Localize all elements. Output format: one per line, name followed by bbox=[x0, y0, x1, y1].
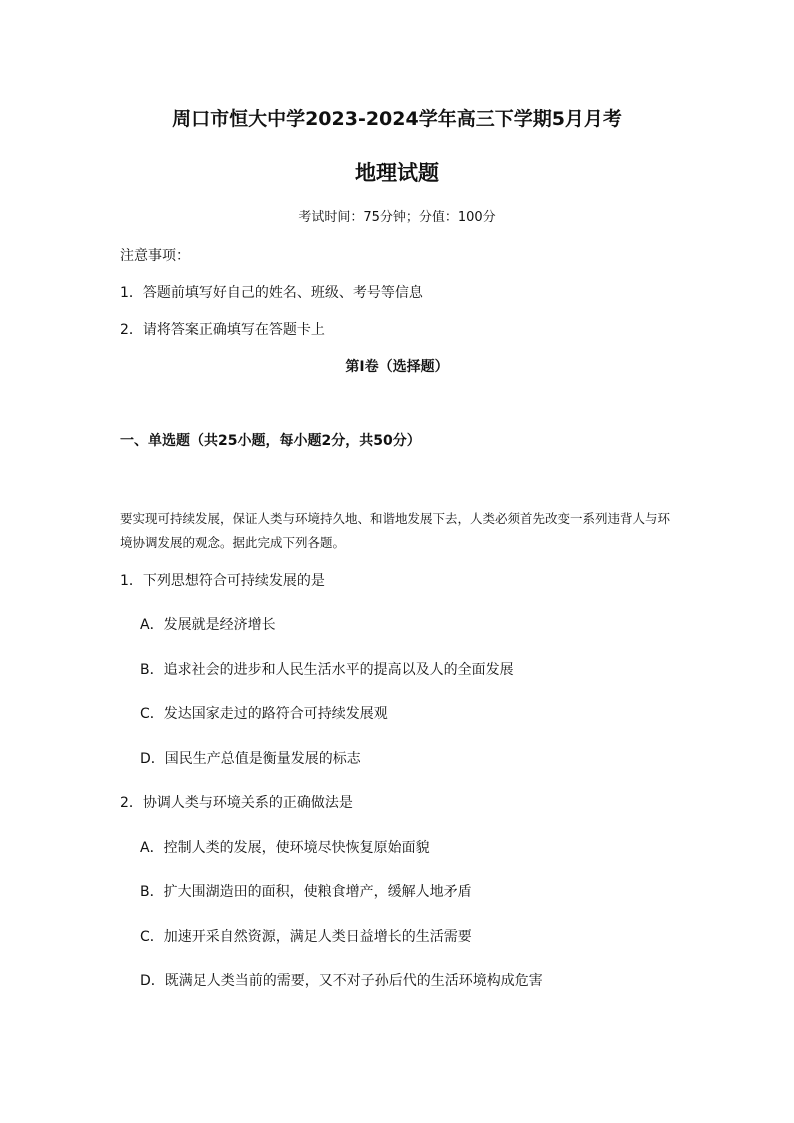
answer-option: C．发达国家走过的路符合可持续发展观 bbox=[140, 706, 388, 722]
reading-passage: 要实现可持续发展，保证人类与环境持久地、和谐地发展下去，人类必须首先改变一系列违背人与环境协调发展的观念。据此完成下列各题。 bbox=[120, 511, 671, 550]
answer-option: B．追求社会的进步和人民生活水平的提高以及人的全面发展 bbox=[140, 662, 514, 678]
notes-item: 1．答题前填写好自己的姓名、班级、考号等信息 bbox=[120, 285, 423, 301]
question-stem: 2．协调人类与环境关系的正确做法是 bbox=[120, 795, 353, 811]
exam-school-title: 周口市恒大中学2023-2024学年高三下学期5月月考 bbox=[172, 108, 622, 130]
question-stem: 1．下列思想符合可持续发展的是 bbox=[120, 573, 325, 589]
exam-subject-title: 地理试题 bbox=[355, 161, 439, 185]
section-heading: 一、单选题（共25小题，每小题2分，共50分） bbox=[120, 433, 421, 449]
notes-heading: 注意事项： bbox=[120, 248, 190, 264]
answer-option: C．加速开采自然资源，满足人类日益增长的生活需要 bbox=[140, 929, 472, 945]
volume-title: 第I卷（选择题） bbox=[345, 359, 449, 375]
exam-time-score: 考试时间：75分钟；分值：100分 bbox=[298, 210, 496, 225]
answer-option: D．国民生产总值是衡量发展的标志 bbox=[140, 751, 361, 767]
answer-option: A．发展就是经济增长 bbox=[140, 617, 276, 633]
answer-option: D．既满足人类当前的需要，又不对子孙后代的生活环境构成危害 bbox=[140, 973, 543, 989]
answer-option: B．扩大围湖造田的面积，使粮食增产，缓解人地矛盾 bbox=[140, 884, 472, 900]
notes-item: 2．请将答案正确填写在答题卡上 bbox=[120, 322, 325, 338]
answer-option: A．控制人类的发展，使环境尽快恢复原始面貌 bbox=[140, 840, 430, 856]
